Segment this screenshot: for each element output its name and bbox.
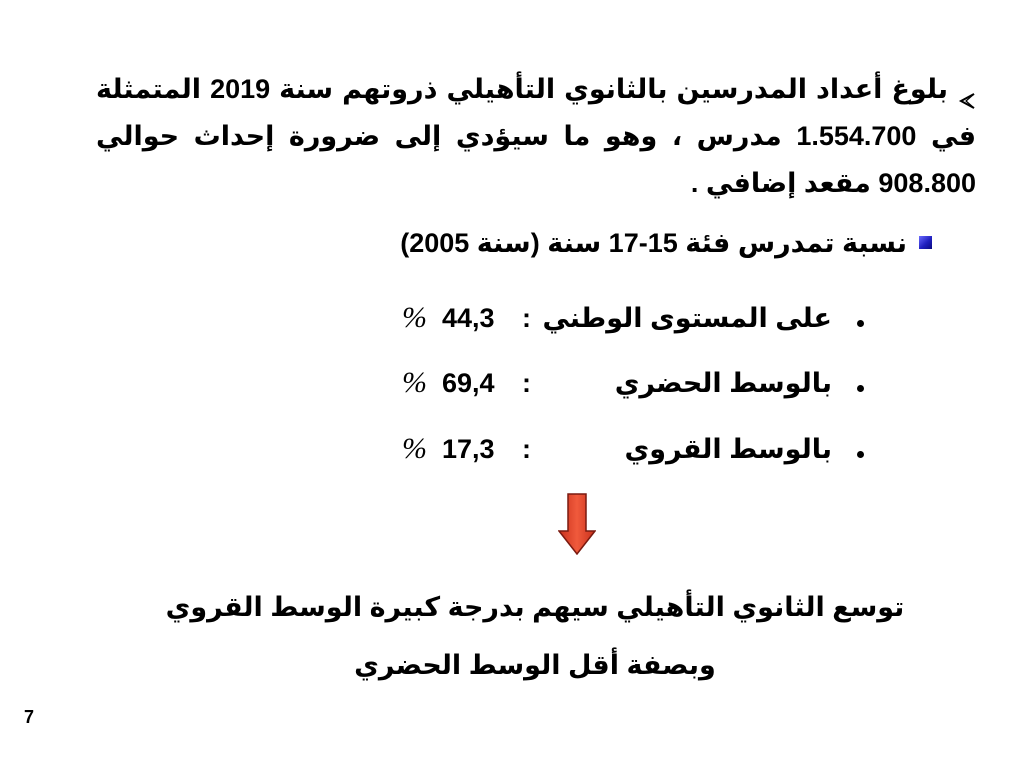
intro-paragraph bbox=[96, 66, 976, 207]
stat-unit: % bbox=[402, 366, 427, 399]
stat-label: بالوسط الحضري bbox=[614, 368, 832, 398]
page-number: 7 bbox=[24, 707, 35, 727]
stat-row-urban bbox=[402, 368, 832, 408]
bullet-dot-icon bbox=[857, 451, 864, 458]
stat-label: بالوسط القروي bbox=[624, 434, 832, 464]
stat-unit: % bbox=[402, 432, 427, 465]
stat-value: 17,3 bbox=[442, 434, 495, 464]
schooling-rate-heading-text: نسبة تمدرس فئة 15-17 سنة (سنة 2005) bbox=[400, 228, 907, 258]
conclusion-line-1: توسع الثانوي التأهيلي سيهم بدرجة كبيرة الوسط القروي bbox=[165, 592, 905, 622]
bullet-dot-icon bbox=[857, 385, 864, 392]
stat-row-national bbox=[402, 303, 832, 343]
stat-colon: : bbox=[522, 368, 531, 398]
conclusion-text bbox=[0, 578, 1024, 694]
schooling-rate-heading bbox=[400, 228, 932, 259]
stat-colon: : bbox=[522, 303, 531, 333]
stat-value: 44,3 bbox=[442, 303, 495, 333]
down-arrow-icon bbox=[558, 493, 596, 555]
stat-label: على المستوى الوطني bbox=[542, 303, 832, 333]
chevron-left-icon bbox=[958, 78, 976, 96]
intro-paragraph-text: بلوغ أعداد المدرسين بالثانوي التأهيلي ذروتهم سنة 2019 المتمثلة في 1.554.700 مدرس ، وهو ما سيؤدي إلى ضرورة إحداث حوالي 908.800 مقعد إضافي . bbox=[96, 74, 976, 198]
stat-unit: % bbox=[402, 301, 427, 334]
stat-row-rural bbox=[402, 434, 832, 474]
conclusion-line-2: وبصفة أقل الوسط الحضري bbox=[354, 650, 716, 680]
square-bullet-icon bbox=[919, 236, 932, 249]
stat-value: 69,4 bbox=[442, 368, 495, 398]
stat-colon: : bbox=[522, 434, 531, 464]
bullet-dot-icon bbox=[857, 320, 864, 327]
